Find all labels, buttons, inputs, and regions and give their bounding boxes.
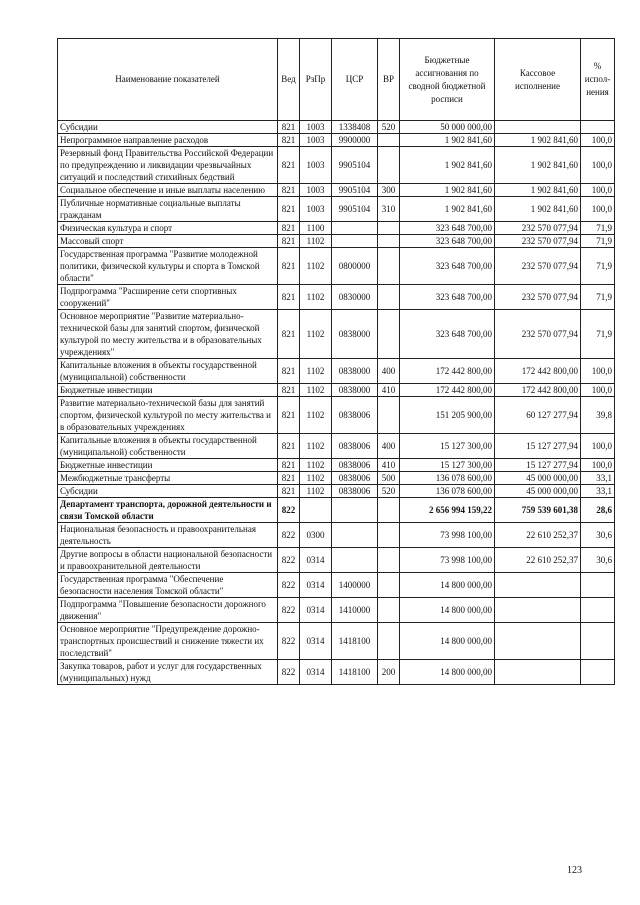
row-csr-cell: 0838006: [332, 434, 378, 459]
row-vr-cell: 410: [378, 384, 400, 397]
row-ved-cell: 821: [278, 359, 300, 384]
row-rzpr-cell: 1003: [300, 147, 332, 184]
row-cash-cell: 15 127 277,94: [495, 459, 581, 472]
row-budget-cell: 172 442 800,00: [400, 359, 495, 384]
row-rzpr-cell: 1100: [300, 222, 332, 235]
row-vr-cell: [378, 248, 400, 285]
row-cash-cell: 232 570 077,94: [495, 285, 581, 310]
row-budget-cell: 2 656 994 159,22: [400, 498, 495, 523]
row-vr-cell: [378, 285, 400, 310]
row-ved-cell: 821: [278, 485, 300, 498]
row-rzpr-cell: 1102: [300, 384, 332, 397]
row-percent-cell: 100,0: [581, 134, 615, 147]
table-row: [58, 498, 615, 523]
row-name-cell: Национальная безопасность и правоохранительная деятельность: [58, 523, 278, 548]
row-cash-cell: 1 902 841,60: [495, 147, 581, 184]
row-ved-cell: 821: [278, 147, 300, 184]
row-rzpr-cell: 1102: [300, 285, 332, 310]
table-row: [58, 235, 615, 248]
row-budget-cell: 1 902 841,60: [400, 134, 495, 147]
table-header-row: [58, 39, 615, 121]
row-vr-cell: 500: [378, 472, 400, 485]
row-csr-cell: 0838006: [332, 472, 378, 485]
row-ved-cell: 821: [278, 397, 300, 434]
row-ved-cell: 822: [278, 548, 300, 573]
row-csr-cell: 0830000: [332, 285, 378, 310]
table-row: [58, 310, 615, 359]
row-vr-cell: [378, 235, 400, 248]
row-csr-cell: 1338408: [332, 121, 378, 134]
row-percent-cell: 100,0: [581, 459, 615, 472]
row-percent-cell: [581, 660, 615, 685]
table-row: [58, 548, 615, 573]
row-ved-cell: 822: [278, 660, 300, 685]
row-rzpr-cell: 1003: [300, 121, 332, 134]
header-cash: Кассовое исполнение: [495, 39, 581, 121]
row-name-cell: Непрограммное направление расходов: [58, 134, 278, 147]
row-budget-cell: 172 442 800,00: [400, 384, 495, 397]
row-csr-cell: [332, 498, 378, 523]
row-rzpr-cell: 0314: [300, 598, 332, 623]
table-row: [58, 623, 615, 660]
row-name-cell: Бюджетные инвестиции: [58, 459, 278, 472]
row-csr-cell: [332, 222, 378, 235]
row-percent-cell: 100,0: [581, 384, 615, 397]
row-csr-cell: 1418100: [332, 623, 378, 660]
row-cash-cell: [495, 598, 581, 623]
row-ved-cell: 822: [278, 523, 300, 548]
table-row: [58, 598, 615, 623]
row-cash-cell: 232 570 077,94: [495, 248, 581, 285]
row-percent-cell: 30,6: [581, 548, 615, 573]
row-percent-cell: 39,8: [581, 397, 615, 434]
table-row: [58, 459, 615, 472]
row-csr-cell: [332, 523, 378, 548]
row-vr-cell: [378, 573, 400, 598]
row-ved-cell: 822: [278, 598, 300, 623]
row-name-cell: Развитие материально-технической базы для занятий спортом, физической культурой по месту жительства и в образовательных учреждениях: [58, 397, 278, 434]
row-csr-cell: 1410000: [332, 598, 378, 623]
table-row: [58, 472, 615, 485]
header-rzpr: РзПр: [300, 39, 332, 121]
row-rzpr-cell: 1102: [300, 235, 332, 248]
row-csr-cell: [332, 548, 378, 573]
row-budget-cell: 323 648 700,00: [400, 222, 495, 235]
header-csr: ЦСР: [332, 39, 378, 121]
row-name-cell: Государственная программа "Развитие молодежной политики, физической культуры и спорта в Томской области": [58, 248, 278, 285]
row-budget-cell: 73 998 100,00: [400, 548, 495, 573]
row-vr-cell: [378, 134, 400, 147]
row-csr-cell: 0838006: [332, 485, 378, 498]
row-csr-cell: [332, 235, 378, 248]
row-percent-cell: 100,0: [581, 184, 615, 197]
row-rzpr-cell: 1102: [300, 485, 332, 498]
row-csr-cell: 0838006: [332, 459, 378, 472]
row-percent-cell: 33,1: [581, 485, 615, 498]
row-rzpr-cell: 1003: [300, 184, 332, 197]
row-cash-cell: 22 610 252,37: [495, 548, 581, 573]
row-rzpr-cell: 1102: [300, 472, 332, 485]
row-ved-cell: 822: [278, 498, 300, 523]
row-vr-cell: [378, 548, 400, 573]
row-rzpr-cell: 1003: [300, 134, 332, 147]
row-cash-cell: [495, 121, 581, 134]
row-vr-cell: [378, 498, 400, 523]
header-percent: % испол-нения: [581, 39, 615, 121]
row-budget-cell: 323 648 700,00: [400, 248, 495, 285]
row-budget-cell: 136 078 600,00: [400, 485, 495, 498]
table-row: [58, 248, 615, 285]
row-name-cell: Субсидии: [58, 121, 278, 134]
row-vr-cell: 300: [378, 184, 400, 197]
row-name-cell: Другие вопросы в области национальной безопасности и правоохранительной деятельности: [58, 548, 278, 573]
row-cash-cell: 45 000 000,00: [495, 472, 581, 485]
row-cash-cell: 232 570 077,94: [495, 235, 581, 248]
row-budget-cell: 14 800 000,00: [400, 598, 495, 623]
row-name-cell: Основное мероприятие "Предупреждение дорожно-транспортных происшествий и снижение тяжести их последствий": [58, 623, 278, 660]
row-budget-cell: 14 800 000,00: [400, 573, 495, 598]
row-cash-cell: 172 442 800,00: [495, 359, 581, 384]
row-percent-cell: [581, 623, 615, 660]
row-percent-cell: 71,9: [581, 310, 615, 359]
row-cash-cell: 15 127 277,94: [495, 434, 581, 459]
row-cash-cell: [495, 623, 581, 660]
row-percent-cell: 100,0: [581, 147, 615, 184]
row-budget-cell: 15 127 300,00: [400, 434, 495, 459]
row-vr-cell: [378, 147, 400, 184]
row-csr-cell: 1400000: [332, 573, 378, 598]
row-name-cell: Физическая культура и спорт: [58, 222, 278, 235]
row-name-cell: Закупка товаров, работ и услуг для государственных (муниципальных) нужд: [58, 660, 278, 685]
row-cash-cell: 1 902 841,60: [495, 184, 581, 197]
table-row: [58, 384, 615, 397]
row-rzpr-cell: 1102: [300, 397, 332, 434]
row-ved-cell: 821: [278, 121, 300, 134]
row-percent-cell: [581, 573, 615, 598]
row-name-cell: Массовый спорт: [58, 235, 278, 248]
header-ved: Вед: [278, 39, 300, 121]
row-csr-cell: 9905104: [332, 197, 378, 222]
row-percent-cell: 71,9: [581, 235, 615, 248]
row-percent-cell: 30,6: [581, 523, 615, 548]
row-budget-cell: 15 127 300,00: [400, 459, 495, 472]
row-vr-cell: [378, 598, 400, 623]
header-vr: ВР: [378, 39, 400, 121]
row-budget-cell: 323 648 700,00: [400, 285, 495, 310]
row-vr-cell: 410: [378, 459, 400, 472]
row-csr-cell: 0838006: [332, 397, 378, 434]
row-vr-cell: 520: [378, 121, 400, 134]
row-percent-cell: 100,0: [581, 359, 615, 384]
row-cash-cell: 22 610 252,37: [495, 523, 581, 548]
row-vr-cell: 400: [378, 359, 400, 384]
row-csr-cell: 9905104: [332, 184, 378, 197]
row-rzpr-cell: 0314: [300, 548, 332, 573]
row-rzpr-cell: 0314: [300, 623, 332, 660]
row-csr-cell: 0838000: [332, 384, 378, 397]
row-vr-cell: [378, 523, 400, 548]
row-name-cell: Государственная программа "Обеспечение безопасности населения Томской области": [58, 573, 278, 598]
row-cash-cell: 232 570 077,94: [495, 222, 581, 235]
row-ved-cell: 821: [278, 184, 300, 197]
row-budget-cell: 1 902 841,60: [400, 197, 495, 222]
table-row: [58, 434, 615, 459]
row-vr-cell: 520: [378, 485, 400, 498]
row-percent-cell: 28,6: [581, 498, 615, 523]
row-name-cell: Капитальные вложения в объекты государственной (муниципальной) собственности: [58, 434, 278, 459]
row-ved-cell: 822: [278, 573, 300, 598]
row-vr-cell: [378, 397, 400, 434]
row-cash-cell: 232 570 077,94: [495, 310, 581, 359]
row-vr-cell: [378, 222, 400, 235]
row-name-cell: Резервный фонд Правительства Российской Федерации по предупреждению и ликвидации чрезвычайных ситуаций и последствий стихийных бедствий: [58, 147, 278, 184]
row-ved-cell: 821: [278, 472, 300, 485]
row-csr-cell: 9900000: [332, 134, 378, 147]
row-name-cell: Межбюджетные трансферты: [58, 472, 278, 485]
page-number: 123: [567, 865, 582, 876]
table-row: [58, 660, 615, 685]
table-row: [58, 485, 615, 498]
row-cash-cell: 1 902 841,60: [495, 134, 581, 147]
row-cash-cell: 1 902 841,60: [495, 197, 581, 222]
row-cash-cell: 60 127 277,94: [495, 397, 581, 434]
row-ved-cell: 821: [278, 222, 300, 235]
table-body: [58, 121, 615, 685]
row-budget-cell: 1 902 841,60: [400, 147, 495, 184]
row-cash-cell: 759 539 601,38: [495, 498, 581, 523]
row-percent-cell: 71,9: [581, 285, 615, 310]
row-rzpr-cell: 1102: [300, 248, 332, 285]
row-name-cell: Основное мероприятие "Развитие материально-технической базы для занятий спортом, физической культурой по месту жительства и в образовательных учреждениях": [58, 310, 278, 359]
table-row: [58, 147, 615, 184]
row-rzpr-cell: 1102: [300, 359, 332, 384]
row-ved-cell: 821: [278, 434, 300, 459]
row-name-cell: Публичные нормативные социальные выплаты гражданам: [58, 197, 278, 222]
row-ved-cell: 821: [278, 197, 300, 222]
row-budget-cell: 50 000 000,00: [400, 121, 495, 134]
row-rzpr-cell: [300, 498, 332, 523]
row-vr-cell: 200: [378, 660, 400, 685]
row-name-cell: Социальное обеспечение и иные выплаты населению: [58, 184, 278, 197]
row-cash-cell: 172 442 800,00: [495, 384, 581, 397]
row-rzpr-cell: 1102: [300, 459, 332, 472]
table-row: [58, 134, 615, 147]
row-percent-cell: [581, 121, 615, 134]
row-cash-cell: [495, 573, 581, 598]
row-cash-cell: 45 000 000,00: [495, 485, 581, 498]
table-row: [58, 222, 615, 235]
row-cash-cell: [495, 660, 581, 685]
row-name-cell: Капитальные вложения в объекты государственной (муниципальной) собственности: [58, 359, 278, 384]
row-rzpr-cell: 1102: [300, 310, 332, 359]
table-row: [58, 397, 615, 434]
table-row: [58, 197, 615, 222]
table-row: [58, 573, 615, 598]
row-budget-cell: 323 648 700,00: [400, 235, 495, 248]
row-name-cell: Подпрограмма "Расширение сети спортивных сооружений": [58, 285, 278, 310]
row-name-cell: Подпрограмма "Повышение безопасности дорожного движения": [58, 598, 278, 623]
row-rzpr-cell: 0314: [300, 573, 332, 598]
row-name-cell: Департамент транспорта, дорожной деятельности и связи Томской области: [58, 498, 278, 523]
row-ved-cell: 821: [278, 134, 300, 147]
row-name-cell: Бюджетные инвестиции: [58, 384, 278, 397]
row-percent-cell: 71,9: [581, 222, 615, 235]
row-percent-cell: 33,1: [581, 472, 615, 485]
row-percent-cell: 100,0: [581, 434, 615, 459]
table-row: [58, 285, 615, 310]
row-ved-cell: 822: [278, 623, 300, 660]
row-rzpr-cell: 0300: [300, 523, 332, 548]
table-row: [58, 184, 615, 197]
row-budget-cell: 73 998 100,00: [400, 523, 495, 548]
row-budget-cell: 151 205 900,00: [400, 397, 495, 434]
row-csr-cell: 1418100: [332, 660, 378, 685]
row-percent-cell: 100,0: [581, 197, 615, 222]
row-ved-cell: 821: [278, 285, 300, 310]
row-csr-cell: 0838000: [332, 359, 378, 384]
row-budget-cell: 14 800 000,00: [400, 623, 495, 660]
row-budget-cell: 136 078 600,00: [400, 472, 495, 485]
row-vr-cell: [378, 310, 400, 359]
row-vr-cell: 400: [378, 434, 400, 459]
row-csr-cell: 0838000: [332, 310, 378, 359]
row-ved-cell: 821: [278, 310, 300, 359]
row-name-cell: Субсидии: [58, 485, 278, 498]
row-ved-cell: 821: [278, 459, 300, 472]
row-budget-cell: 14 800 000,00: [400, 660, 495, 685]
row-csr-cell: 9905104: [332, 147, 378, 184]
header-budget: Бюджетные ассигнования по сводной бюджетной росписи: [400, 39, 495, 121]
table-row: [58, 523, 615, 548]
row-budget-cell: 323 648 700,00: [400, 310, 495, 359]
row-vr-cell: 310: [378, 197, 400, 222]
row-rzpr-cell: 1102: [300, 434, 332, 459]
row-rzpr-cell: 1003: [300, 197, 332, 222]
row-budget-cell: 1 902 841,60: [400, 184, 495, 197]
row-rzpr-cell: 0314: [300, 660, 332, 685]
row-ved-cell: 821: [278, 248, 300, 285]
budget-table: [57, 38, 615, 685]
row-csr-cell: 0800000: [332, 248, 378, 285]
row-ved-cell: 821: [278, 235, 300, 248]
table-row: [58, 359, 615, 384]
row-ved-cell: 821: [278, 384, 300, 397]
row-percent-cell: 71,9: [581, 248, 615, 285]
row-vr-cell: [378, 623, 400, 660]
table-row: [58, 121, 615, 134]
header-name: Наименование показателей: [58, 39, 278, 121]
row-percent-cell: [581, 598, 615, 623]
